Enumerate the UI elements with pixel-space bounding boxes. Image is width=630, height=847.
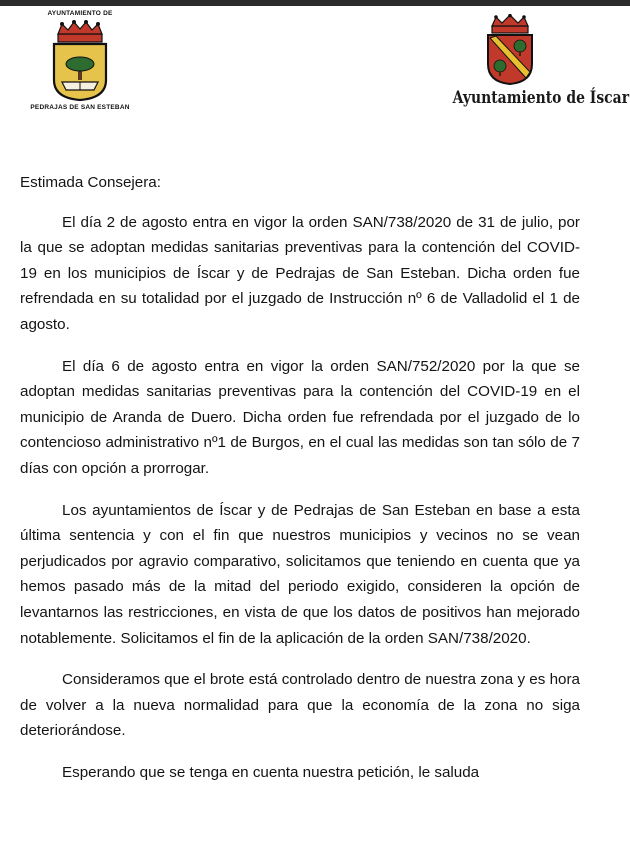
pedrajas-label-top: AYUNTAMIENTO DE — [47, 10, 113, 17]
pedrajas-coat-of-arms-icon — [50, 20, 110, 102]
iscar-label: Ayuntamiento de Íscar — [452, 88, 630, 108]
top-edge — [0, 0, 630, 6]
closing-paragraph: Esperando que se tenga en cuenta nuestra petición, le saluda — [62, 763, 480, 781]
greeting: Estimada Consejera: — [20, 174, 161, 191]
paragraph: El día 2 de agosto entra en vigor la orden SAN/738/2020 de 31 de julio, por la que se adoptan medidas sanitarias preventivas para la contención del COVID-19 en los municipios de Íscar y de Pedrajas de San Esteban. Dicha orden fue refrendada en su totalidad por el juzgado de Instrucción nº 6 de Valladolid el 1 de agosto. — [20, 213, 580, 333]
pedrajas-label-bottom: PEDRAJAS DE SAN ESTEBAN — [30, 104, 130, 111]
paragraph: Los ayuntamientos de Íscar y de Pedrajas de San Esteban en base a esta última sentencia y con el fin que nuestros municipios y vecinos no se vean perjudicados por agravio comparativo, solicitamos que teniendo en cuenta que ya hemos pasado más de la mitad del periodo exigido, consideren la opción de levantarnos las restricciones, en vista de que los datos de positivos han mejorado notablemente. Solicitamos el fin de la aplicación de la orden SAN/738/2020. — [20, 501, 580, 647]
letter-body — [20, 170, 580, 785]
iscar-coat-of-arms-icon — [482, 14, 538, 86]
paragraph: El día 6 de agosto entra en vigor la orden SAN/752/2020 por la que se adoptan medidas sanitarias preventivas para la contención del COVID-19 en el municipio de Aranda de Duero. Dicha orden fue refrendada por el juzgado de lo contencioso administrativo nº1 de Burgos, en el cual las medidas son tan sólo de 7 días con opción a prorrogar. — [20, 357, 580, 477]
iscar-header — [440, 14, 630, 114]
paragraph: Consideramos que el brote está controlado dentro de nuestra zona y es hora de volver a la nueva normalidad para que la economía de la zona no siga deteriorándose. — [20, 671, 580, 740]
pedrajas-header — [24, 8, 136, 113]
